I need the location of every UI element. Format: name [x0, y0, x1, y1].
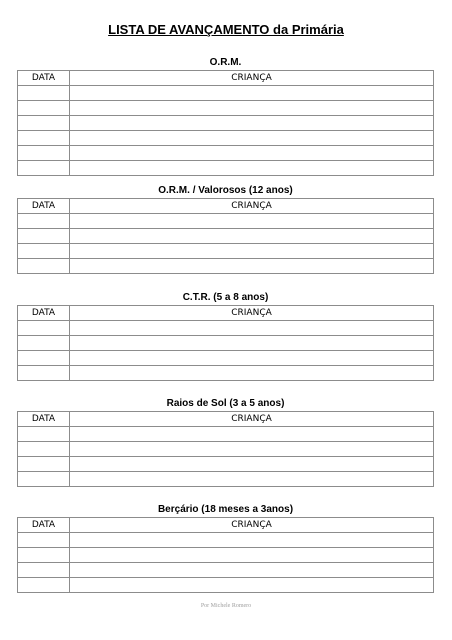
table-row: [18, 101, 434, 116]
column-header-child: CRIANÇA: [70, 199, 434, 214]
child-cell: [70, 442, 434, 457]
section-raios-de-sol: [17, 397, 434, 487]
table-row: [18, 214, 434, 229]
column-header-child: CRIANÇA: [70, 412, 434, 427]
section-orm: [17, 56, 434, 176]
date-cell: [18, 472, 70, 487]
table-row: [18, 548, 434, 563]
date-cell: [18, 457, 70, 472]
section-ctr: [17, 291, 434, 381]
date-cell: [18, 214, 70, 229]
table-header-row: [18, 518, 434, 533]
table-row: [18, 321, 434, 336]
table-row: [18, 229, 434, 244]
table-row: [18, 146, 434, 161]
section-title: Raios de Sol (3 a 5 anos): [166, 398, 285, 409]
column-header-date: DATA: [18, 412, 70, 427]
table-row: [18, 533, 434, 548]
advancement-table: [17, 198, 434, 274]
table-row: [18, 427, 434, 442]
table-header-row: [18, 412, 434, 427]
child-cell: [70, 131, 434, 146]
date-cell: [18, 533, 70, 548]
child-cell: [70, 366, 434, 381]
date-cell: [18, 101, 70, 116]
column-header-date: DATA: [18, 518, 70, 533]
date-cell: [18, 321, 70, 336]
table-row: [18, 244, 434, 259]
page-title: LISTA DE AVANÇAMENTO da Primária: [108, 22, 344, 37]
table-row: [18, 578, 434, 593]
column-header-child: CRIANÇA: [70, 306, 434, 321]
date-cell: [18, 578, 70, 593]
section-orm-valorosos: [17, 184, 434, 274]
table-row: [18, 86, 434, 101]
section-title: O.R.M. / Valorosos (12 anos): [158, 185, 293, 196]
child-cell: [70, 351, 434, 366]
child-cell: [70, 563, 434, 578]
advancement-table: [17, 411, 434, 487]
table-header-row: [18, 71, 434, 86]
advancement-table: [17, 305, 434, 381]
date-cell: [18, 86, 70, 101]
child-cell: [70, 101, 434, 116]
table-header-row: [18, 199, 434, 214]
table-row: [18, 351, 434, 366]
date-cell: [18, 336, 70, 351]
date-cell: [18, 229, 70, 244]
date-cell: [18, 244, 70, 259]
date-cell: [18, 442, 70, 457]
date-cell: [18, 146, 70, 161]
column-header-child: CRIANÇA: [70, 71, 434, 86]
child-cell: [70, 116, 434, 131]
section-title: C.T.R. (5 a 8 anos): [182, 292, 269, 303]
section-bercario: [17, 503, 434, 593]
child-cell: [70, 427, 434, 442]
child-cell: [70, 457, 434, 472]
date-cell: [18, 131, 70, 146]
date-cell: [18, 259, 70, 274]
date-cell: [18, 351, 70, 366]
child-cell: [70, 533, 434, 548]
date-cell: [18, 563, 70, 578]
child-cell: [70, 244, 434, 259]
advancement-table: [17, 517, 434, 593]
child-cell: [70, 259, 434, 274]
table-row: [18, 336, 434, 351]
column-header-date: DATA: [18, 71, 70, 86]
date-cell: [18, 548, 70, 563]
child-cell: [70, 229, 434, 244]
column-header-child: CRIANÇA: [70, 518, 434, 533]
child-cell: [70, 86, 434, 101]
footer-credit: Por Michele Romero: [200, 603, 252, 609]
child-cell: [70, 472, 434, 487]
child-cell: [70, 161, 434, 176]
child-cell: [70, 336, 434, 351]
table-row: [18, 366, 434, 381]
advancement-table: [17, 70, 434, 176]
section-title: O.R.M.: [209, 57, 242, 68]
table-row: [18, 472, 434, 487]
table-row: [18, 131, 434, 146]
column-header-date: DATA: [18, 306, 70, 321]
table-row: [18, 442, 434, 457]
column-header-date: DATA: [18, 199, 70, 214]
child-cell: [70, 214, 434, 229]
table-row: [18, 457, 434, 472]
date-cell: [18, 427, 70, 442]
date-cell: [18, 366, 70, 381]
table-row: [18, 161, 434, 176]
section-title: Berçário (18 meses a 3anos): [157, 504, 294, 515]
table-row: [18, 563, 434, 578]
table-row: [18, 259, 434, 274]
child-cell: [70, 146, 434, 161]
table-row: [18, 116, 434, 131]
child-cell: [70, 548, 434, 563]
child-cell: [70, 321, 434, 336]
child-cell: [70, 578, 434, 593]
date-cell: [18, 161, 70, 176]
date-cell: [18, 116, 70, 131]
table-header-row: [18, 306, 434, 321]
